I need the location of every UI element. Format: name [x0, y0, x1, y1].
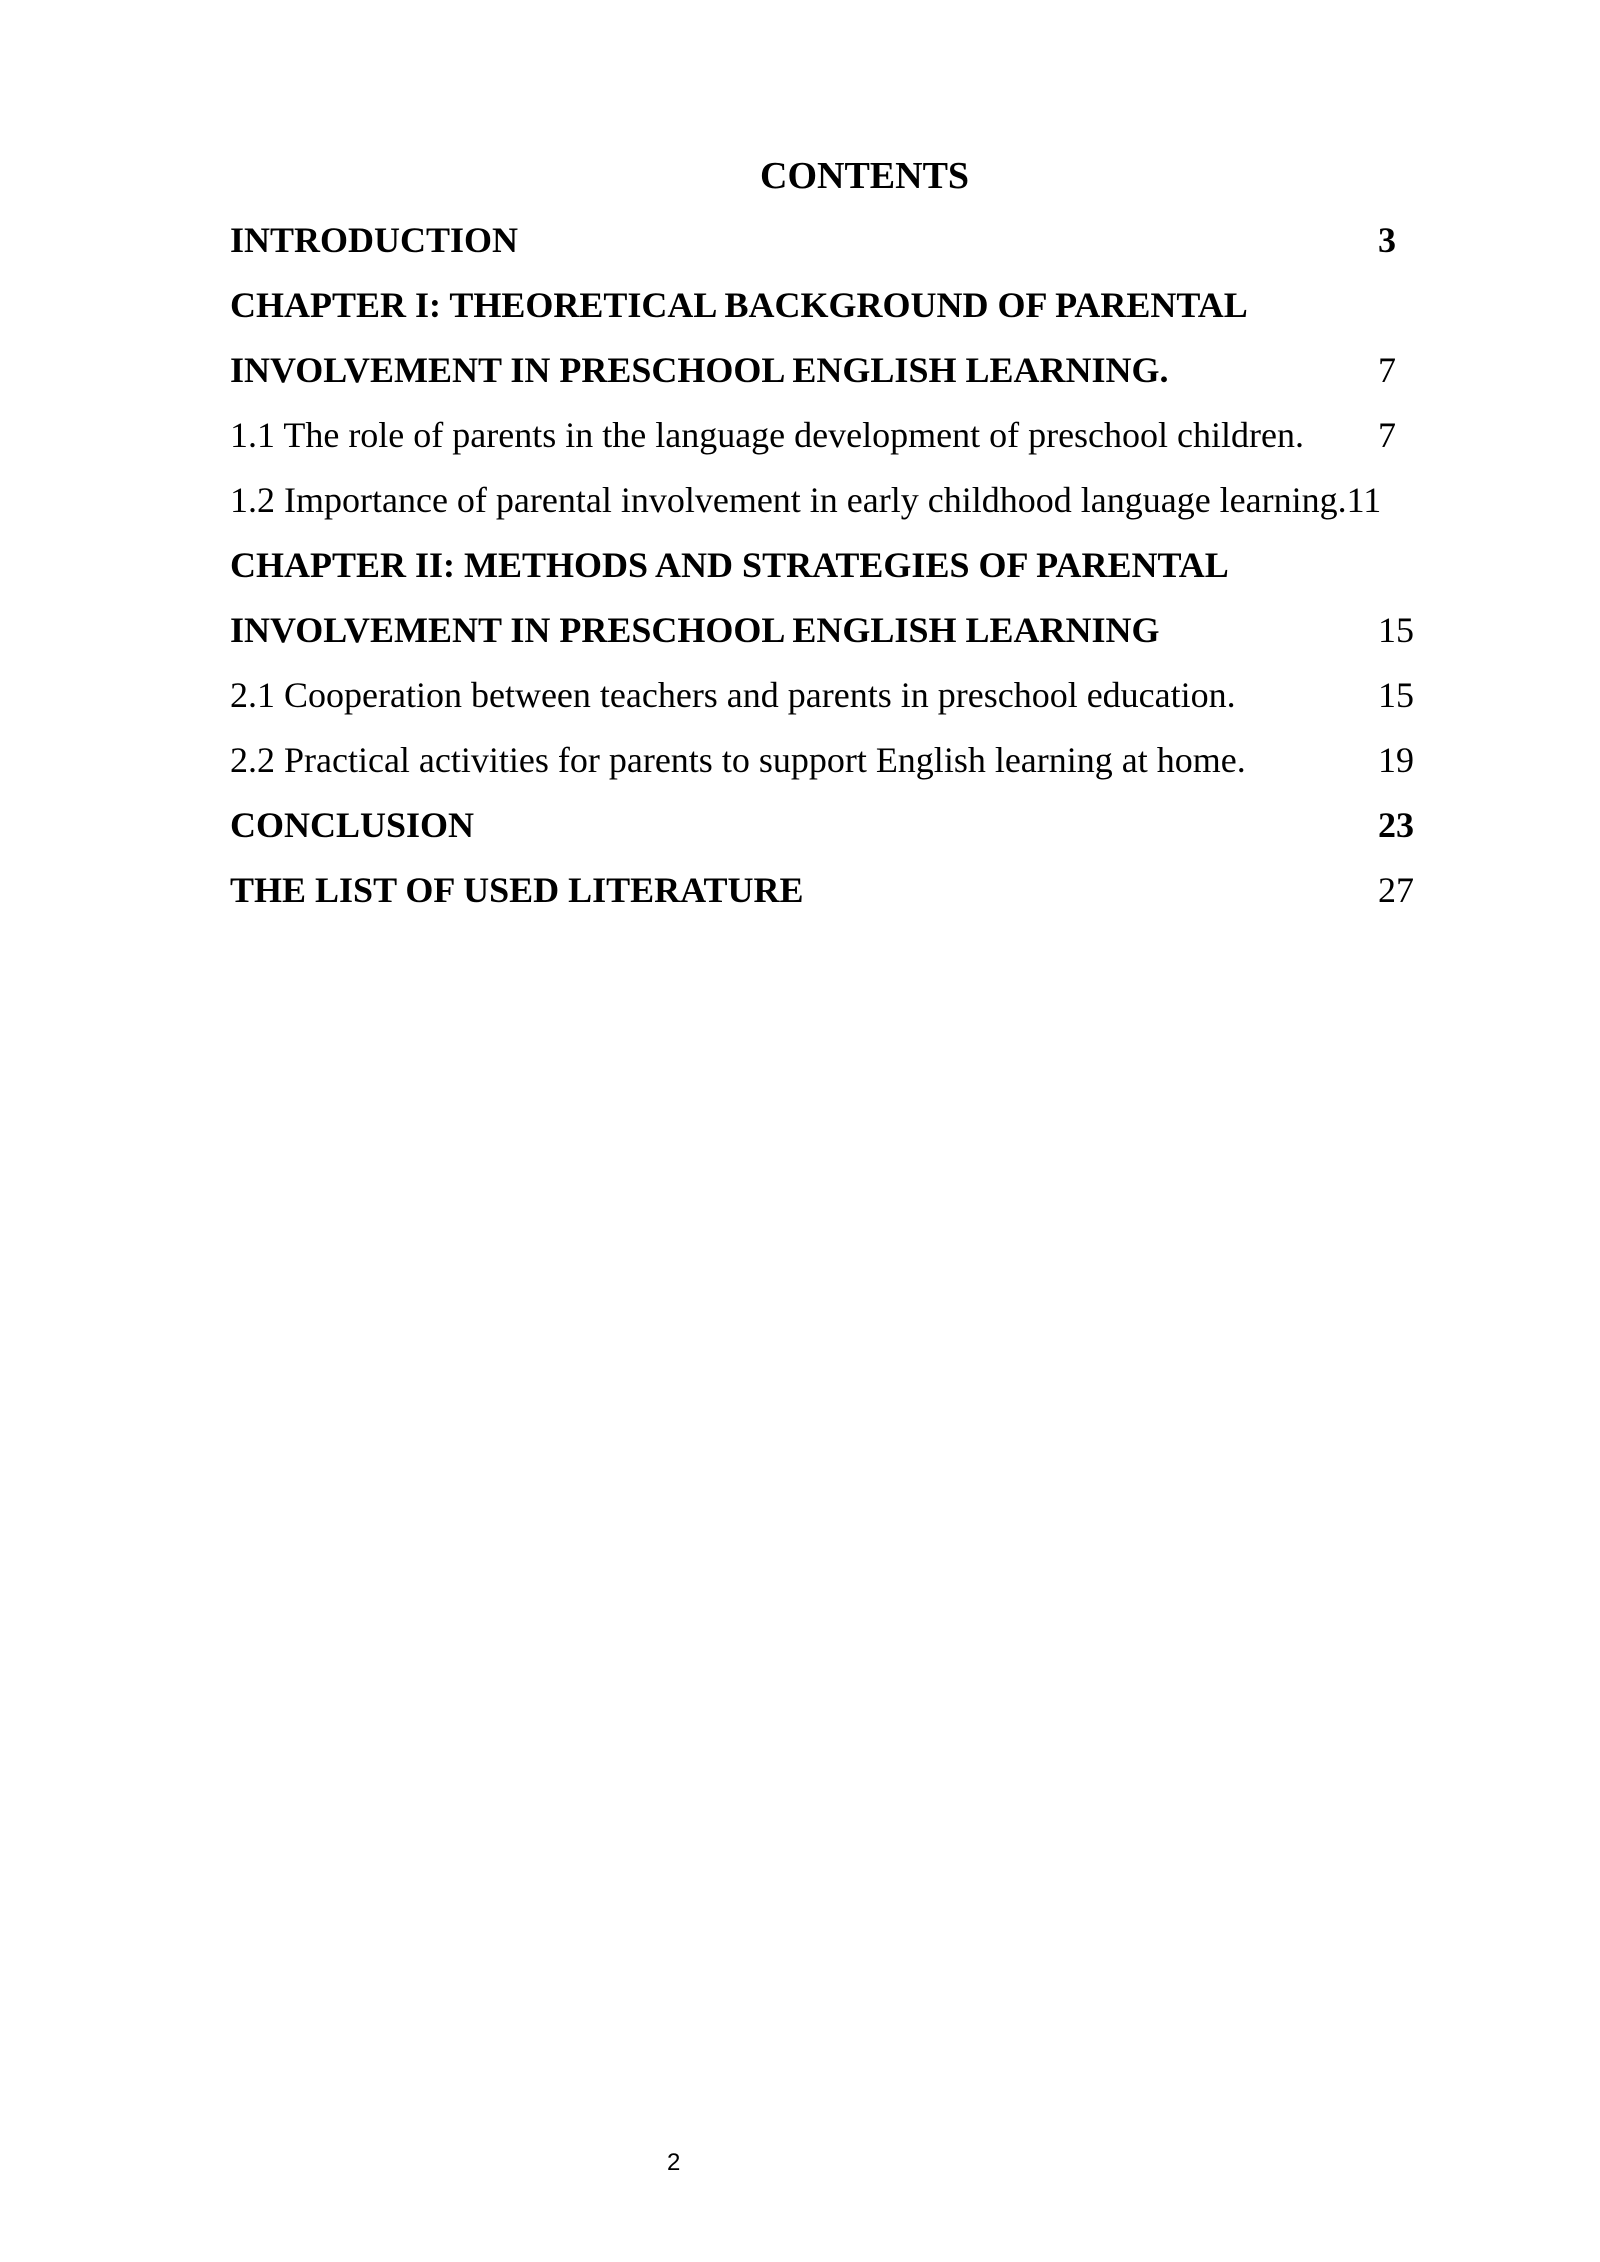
toc-entry-page: 15: [1378, 610, 1414, 650]
toc-entry-page: 19: [1378, 740, 1414, 780]
toc-entry-text: CHAPTER II: METHODS AND STRATEGIES OF PARENTAL: [230, 545, 1229, 585]
toc-entry-text: 2.1 Cooperation between teachers and parents in preschool education.: [230, 675, 1236, 715]
toc-entry-page: 15: [1378, 675, 1414, 715]
toc-entry-page: 7: [1378, 415, 1396, 455]
toc-entry-text: INVOLVEMENT IN PRESCHOOL ENGLISH LEARNING.: [230, 350, 1169, 390]
toc-entry-text: CONCLUSION: [230, 805, 475, 845]
page-number: 2: [667, 2149, 681, 2176]
toc-entry-page: 3: [1378, 220, 1396, 260]
toc-entry-text: THE LIST OF USED LITERATURE: [230, 870, 804, 910]
toc-entry-text: 1.1 The role of parents in the language development of preschool children.: [230, 415, 1304, 455]
toc-entry-page: 23: [1378, 805, 1414, 845]
toc-entry-page: 27: [1378, 870, 1414, 910]
toc-entry-text: 1.2 Importance of parental involvement in early childhood language learning.11: [230, 480, 1382, 520]
toc-entry-text: CHAPTER I: THEORETICAL BACKGROUND OF PARENTAL: [230, 285, 1248, 325]
toc-entry-page: 7: [1378, 350, 1396, 390]
toc-entry-text: INTRODUCTION: [230, 220, 519, 260]
toc-entry-text: INVOLVEMENT IN PRESCHOOL ENGLISH LEARNING: [230, 610, 1160, 650]
toc-entry-text: 2.2 Practical activities for parents to support English learning at home.: [230, 740, 1246, 780]
toc-title: CONTENTS: [760, 155, 970, 197]
